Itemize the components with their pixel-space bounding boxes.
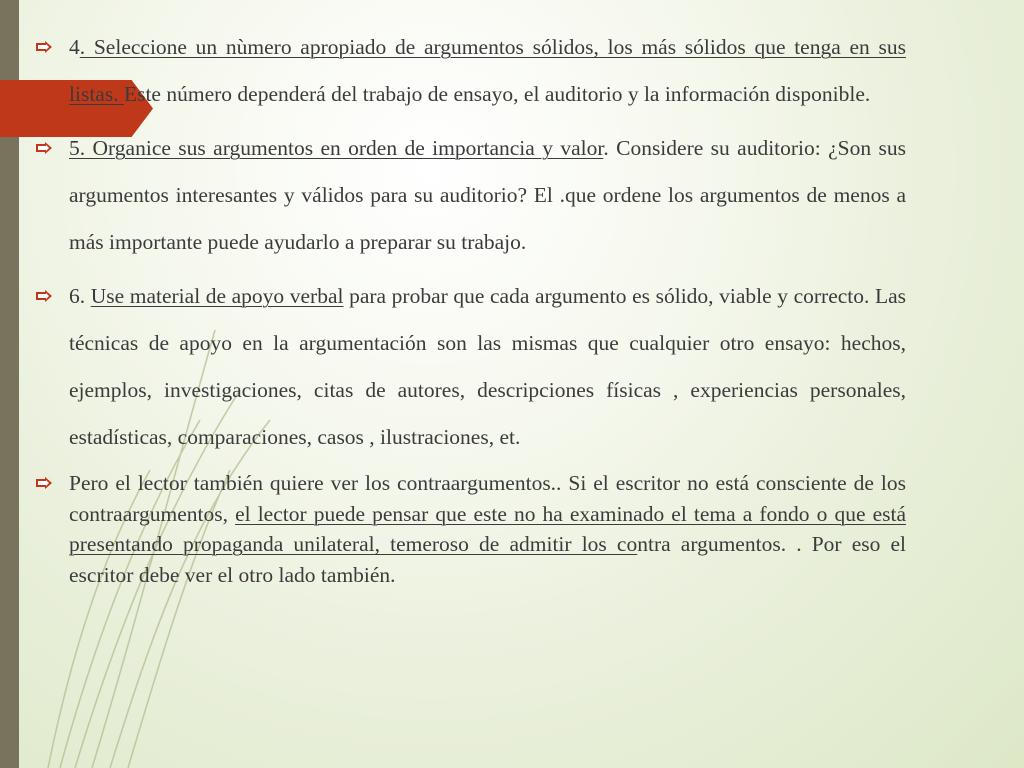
counter-part-1: Pero el lector también quiere ver los contraargumentos.. Si el escritor no está consciente de los contraargumentos, [69, 471, 906, 526]
arrow-bullet-icon [36, 477, 52, 489]
item-4-part-3: Este número dependerá del trabajo de ensayo, el auditorio y la información disponible. [123, 82, 871, 106]
counter-part-3: ntra argumentos. . Por eso el escritor debe ver el otro lado también. [69, 532, 907, 587]
item-4-underlined-text: . Seleccione un nùmero apropiado de argumentos sólidos, los más sólidos que tenga en sus listas. [69, 35, 906, 106]
arrow-bullet-icon [36, 290, 52, 302]
item-5-underlined-text: 5. Organice sus argumentos en orden de importancia y valor [69, 136, 604, 160]
slide-content [36, 24, 906, 590]
item-6-part-3: para probar que cada argumento es sólido, viable y correcto. Las técnicas de apoyo en la argumentación son las mismas que cualquier otro ensayo: hechos, ejemplos, investigaciones, citas de autores, descripciones físicas , experiencias personales, estadísticas, comparaciones, casos , ilustraciones, et. [69, 284, 907, 449]
list-item-6 [36, 273, 906, 461]
list-item-5 [36, 125, 906, 266]
counter-underlined-text: el lector puede pensar que este no ha examinado el tema a fondo o que está presentando propaganda unilateral, temeroso de admitir los co [69, 501, 906, 556]
arrow-bullet-icon [36, 41, 52, 53]
item-4-part-1: 4 [69, 35, 80, 59]
list-item-counterarguments [36, 468, 906, 590]
item-5-part-2: . Considere su auditorio: ¿Son sus argumentos interesantes y válidos para su auditorio? El .que ordene los argumentos de menos a más importante puede ayudarlo a preparar su trabajo. [69, 136, 907, 254]
arrow-bullet-icon [36, 142, 52, 154]
item-6-part-1: 6. [69, 284, 91, 308]
list-item-4 [36, 24, 906, 118]
item-6-underlined-text: Use material de apoyo verbal [90, 284, 344, 308]
